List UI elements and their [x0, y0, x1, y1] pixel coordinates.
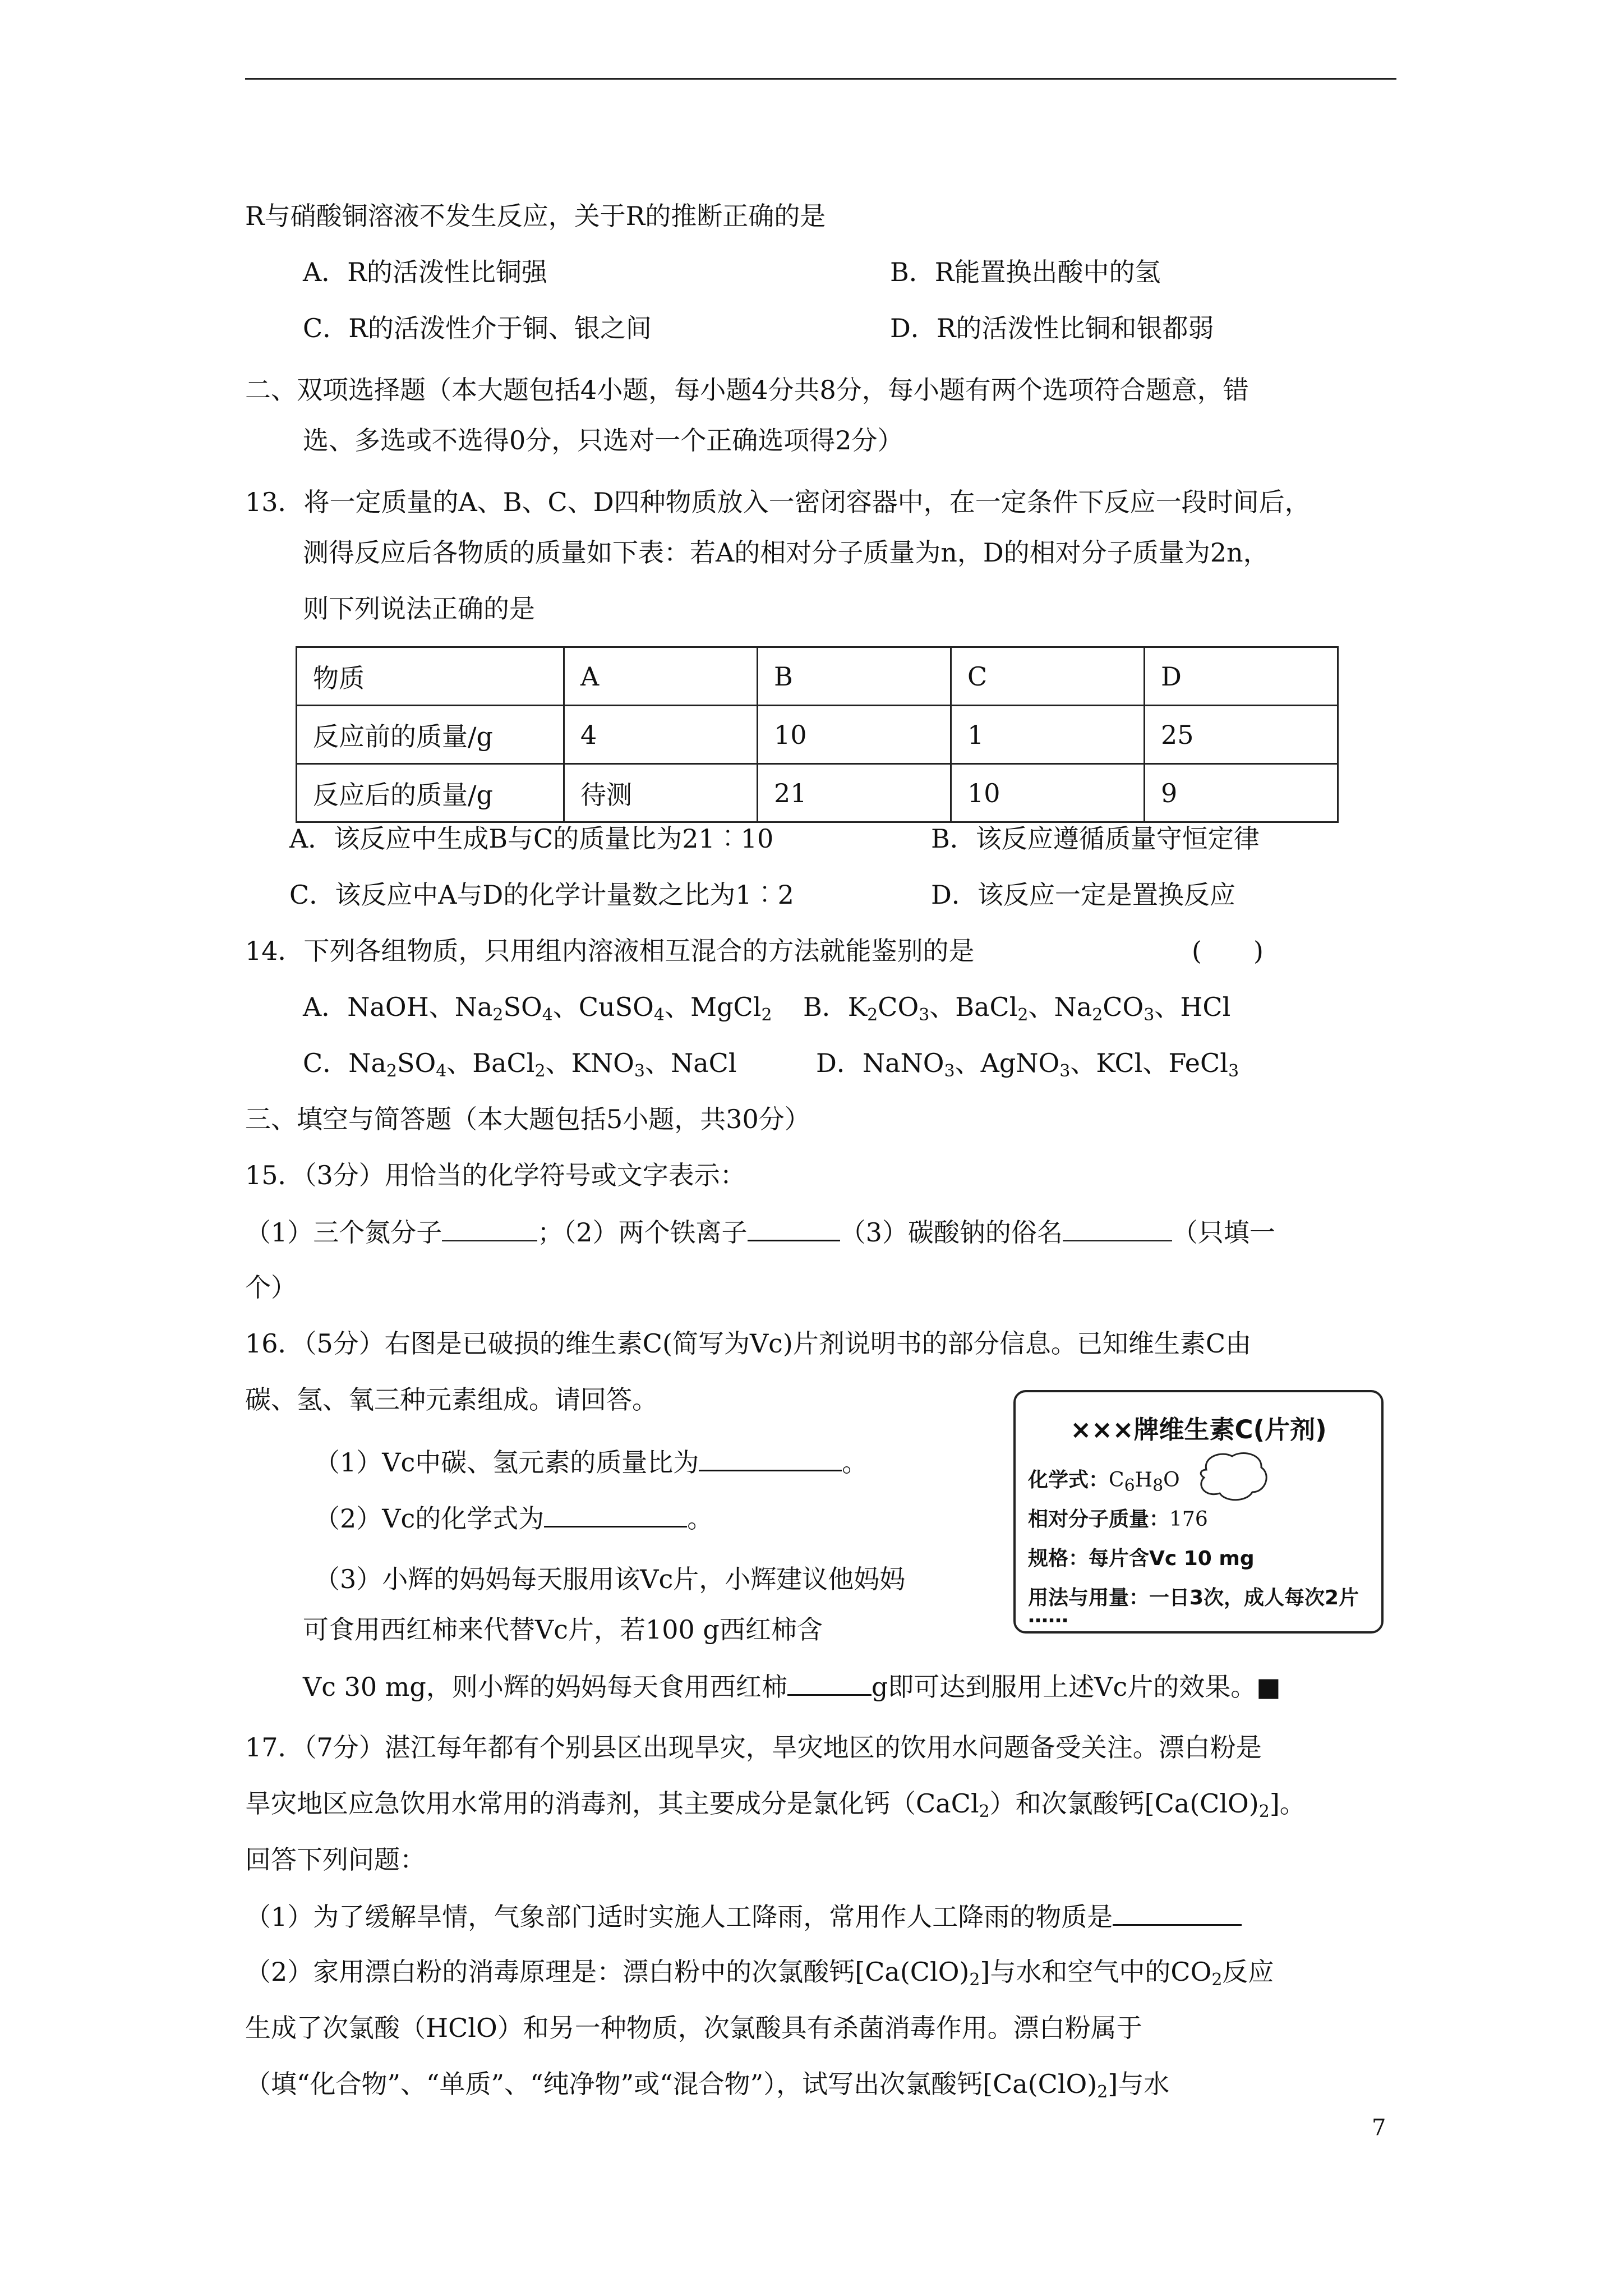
answer-blank[interactable]: [544, 1501, 687, 1527]
q17-stem-2: 旱灾地区应急饮用水常用的消毒剂，其主要成分是氯化钙（CaCl$_2$）和次氯酸钙$[Ca(ClO)_2]$。: [245, 1788, 1306, 1821]
vc-mass-row: 相对分子质量：176: [1028, 1508, 1208, 1531]
q12-option-b: B．R能置换出酸中的氢: [890, 257, 1161, 287]
q14-option-c: C．$Na_2SO_4$、BaCl$_2$、$KNO_3$、NaCl: [303, 1048, 737, 1081]
q16-stem-2: 碳、氢、氧三种元素组成。请回答。: [245, 1384, 658, 1415]
table-cell: 1: [951, 706, 1145, 764]
q14-option-d: D．NaNO$_3$、AgNO$_3$、KCl、FeCl$_3$: [816, 1048, 1239, 1081]
q16-part-3-cont: 可食用西红柿来代替Vc片，若100 g西红柿含: [303, 1614, 823, 1645]
table-row: [297, 706, 1338, 764]
q13-stem: 13．将一定质量的A、B、C、D四种物质放入一密闭容器中，在一定条件下反应一段时间后，: [245, 487, 1311, 517]
answer-blank[interactable]: [1113, 1899, 1242, 1926]
table-cell: 21: [758, 764, 951, 822]
table-cell: B: [758, 647, 951, 706]
section-2-heading: 二、双项选择题（本大题包括4小题，每小题4分共8分，每小题有两个选项符合题意，错: [245, 375, 1249, 405]
q12-option-d: D．R的活泼性比铜和银都弱: [890, 313, 1214, 343]
q16-stem: 16．（5分）右图是已破损的维生素C(简写为Vc)片剂说明书的部分信息。已知维生素C由: [245, 1328, 1252, 1359]
answer-blank[interactable]: [1063, 1216, 1172, 1241]
q13-option-b: B．该反应遵循质量守恒定律: [931, 823, 1260, 854]
mass-table: [296, 646, 1339, 823]
q16-part-3: （3）小辉的妈妈每天服用该Vc片，小辉建议他妈妈: [314, 1564, 906, 1594]
q12-option-a: A．R的活泼性比铜强: [303, 257, 547, 287]
table-cell: 4: [564, 706, 758, 764]
vc-usage-row: 用法与用量：一日3次，成人每次2片: [1028, 1586, 1359, 1609]
table-cell: 10: [951, 764, 1145, 822]
table-cell: A: [564, 647, 758, 706]
q16-part-2: （2）Vc的化学式为 。: [314, 1501, 713, 1535]
q15-items-cont: 个）: [245, 1272, 297, 1303]
q13-stem-2: 测得反应后各物质的质量如下表：若A的相对分子质量为n，D的相对分子质量为2n，: [303, 537, 1269, 568]
q12-stem: R与硝酸铜溶液不发生反应，关于R的推断正确的是: [245, 201, 826, 231]
q14-option-a: A．NaOH、$Na_2SO_4$、CuSO$_4$、MgCl$_2$: [303, 992, 772, 1025]
q17-part-2-end: （填“化合物”、“单质”、“纯净物”或“混合物”），试写出次氯酸钙$[Ca(ClO)_2]$与水: [245, 2069, 1170, 2102]
q13-option-d: D．该反应一定是置换反应: [931, 880, 1235, 910]
table-cell: C: [951, 647, 1145, 706]
table-row: [297, 764, 1338, 822]
q13-option-c: C．该反应中A与D的化学计量数之比为1︰2: [289, 880, 794, 910]
q16-part-3-end: Vc 30 mg，则小辉的妈妈每天食用西红柿 g即可达到服用上述Vc片的效果。■: [303, 1669, 1281, 1703]
answer-blank[interactable]: [787, 1669, 872, 1696]
q17-part-2: （2）家用漂白粉的消毒原理是：漂白粉中的次氯酸钙$[Ca(ClO)_2]$与水和空气中的$CO_2$反应: [245, 1957, 1274, 1990]
vc-ellipsis: ……: [1028, 1604, 1068, 1627]
vc-box-title: ×××牌维生素C(片剂): [1070, 1415, 1327, 1444]
q16-part-1: （1）Vc中碳、氢元素的质量比为 。: [314, 1445, 868, 1479]
section-2-heading-cont: 选、多选或不选得0分，只选对一个正确选项得2分）: [303, 425, 903, 455]
answer-blank[interactable]: [699, 1445, 842, 1471]
q17-stem: 17．（7分）湛江每年都有个别县区出现旱灾，旱灾地区的饮用水问题备受关注。漂白粉是: [245, 1732, 1262, 1763]
answer-blank[interactable]: [442, 1216, 537, 1241]
table-cell: 反应后的质量/g: [297, 764, 564, 822]
q14-answer-bracket: ( ): [1192, 936, 1264, 966]
vc-spec-row: 规格：每片含Vc 10 mg: [1028, 1547, 1255, 1570]
header-rule: [245, 78, 1396, 80]
q17-part-2-cont: 生成了次氯酸（HClO）和另一种物质，次氯酸具有杀菌消毒作用。漂白粉属于: [245, 2013, 1142, 2043]
answer-blank[interactable]: [748, 1215, 840, 1241]
table-cell: 待测: [564, 764, 758, 822]
q12-option-c: C．R的活泼性介于铜、银之间: [303, 313, 652, 343]
vitamin-c-label-box: [1013, 1390, 1384, 1634]
table-cell: 物质: [297, 647, 564, 706]
table-cell: D: [1145, 647, 1338, 706]
table-row: [297, 647, 1338, 706]
table-cell: 9: [1145, 764, 1338, 822]
q15-items: （1）三个氮分子 ；（2）两个铁离子 （3）碳酸钠的俗名 （只填一: [245, 1215, 1275, 1249]
table-cell: 25: [1145, 706, 1338, 764]
q13-stem-3: 则下列说法正确的是: [303, 593, 535, 624]
table-cell: 10: [758, 706, 951, 764]
q17-stem-3: 回答下列问题：: [245, 1844, 426, 1875]
q15-stem: 15．（3分）用恰当的化学符号或文字表示：: [245, 1160, 746, 1190]
q14-stem: 14．下列各组物质，只用组内溶液相互混合的方法就能鉴别的是: [245, 936, 975, 966]
q17-part-1: （1）为了缓解旱情，气象部门适时实施人工降雨，常用作人工降雨的物质是: [245, 1899, 1242, 1933]
table-cell: 反应前的质量/g: [297, 706, 564, 764]
q14-option-b: B．$K_2CO_3$、BaCl$_2$、$Na_2CO_3$、HCl: [803, 992, 1231, 1025]
q13-option-a: A．该反应中生成B与C的质量比为21︰10: [289, 823, 774, 854]
vc-formula-row: 化学式：$C_6H_8O$: [1028, 1469, 1180, 1496]
page-number: 7: [1372, 2115, 1386, 2141]
torn-label-blob: [1195, 1448, 1274, 1504]
section-3-heading: 三、填空与简答题（本大题包括5小题，共30分）: [245, 1104, 810, 1134]
